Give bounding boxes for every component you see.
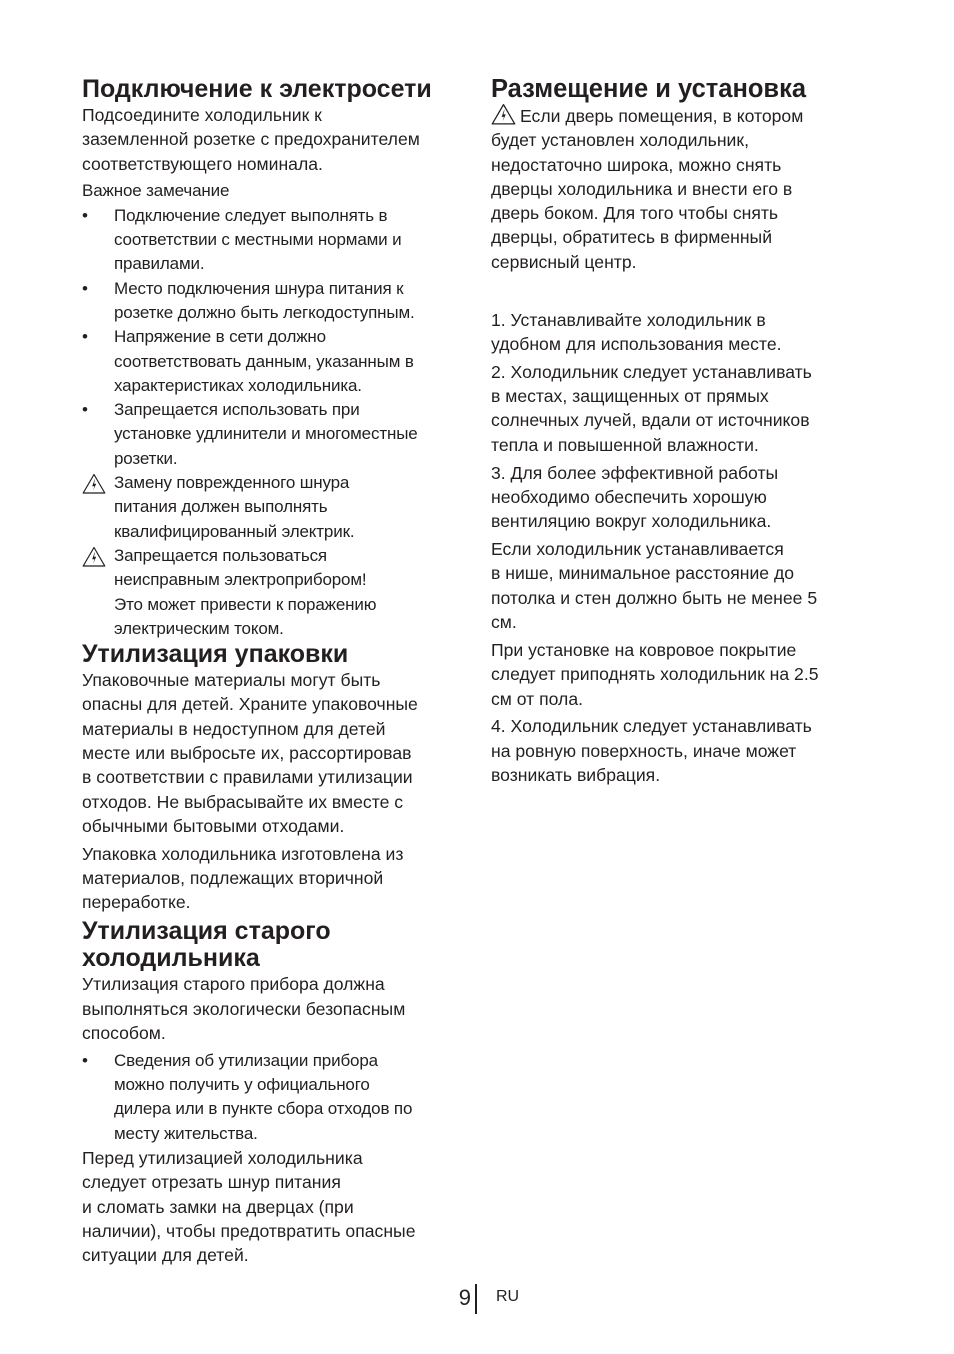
list-item: Если холодильник устанавливается в нише, минимальное расстояние до потолка и стен должно быть не менее 5 см.	[491, 539, 818, 633]
list-item: • Подключение следует выполнять в соответствии с местными нормами и правилами.	[82, 205, 402, 274]
language-code: RU	[496, 1288, 520, 1305]
bullet-icon: •	[82, 327, 88, 347]
packaging-title: Утилизация упаковки	[82, 640, 349, 669]
warning-triangle-icon	[82, 546, 106, 567]
bullet-icon: •	[82, 278, 88, 298]
right-column	[491, 76, 871, 791]
packaging-paragraph: Упаковка холодильника изготовлена из материалов, подлежащих вторичной переработке.	[82, 843, 404, 913]
placement-warning: Если дверь помещения, в котором будет установлен холодильник, недостаточно широка, можно снять дверцы холодильника и внести его в дверь боком. Для того чтобы снять дверцы, обратитесь в фирменный сервисный центр.	[491, 103, 871, 274]
bullet-icon: •	[82, 205, 88, 225]
bullet-icon: •	[82, 1050, 88, 1070]
warning-note: Запрещается пользоваться неисправным электроприбором! Это может привести к поражению электрическим током.	[82, 544, 468, 641]
old-fridge-title: Утилизация старого холодильника	[82, 917, 331, 973]
list-item: • Напряжение в сети должно соответствовать данным, указанным в характеристиках холодильника.	[82, 327, 414, 395]
power-title: Подключение к электросети	[82, 75, 432, 103]
list-item: • Сведения об утилизации прибора можно получить у официального дилера или в пункте сбора отходов по месту жительства.	[82, 1050, 413, 1143]
old-fridge-paragraph: Перед утилизацией холодильника следует отрезать шнур питания и сломать замки на дверцах (при наличии), чтобы предотвратить опасные ситуации для детей.	[82, 1147, 416, 1266]
footer-divider	[475, 1284, 477, 1314]
old-fridge-paragraph: Утилизация старого прибора должна выполняться экологически безопасным способом.	[82, 974, 406, 1043]
left-column	[82, 76, 468, 1271]
power-intro: Подсоедините холодильник к заземленной розетке с предохранителем соответствующего номинала.	[82, 105, 420, 174]
list-item: При установке на ковровое покрытие следует приподнять холодильник на 2.5 см от пола.	[491, 639, 819, 709]
placement-title: Размещение и установка	[491, 75, 807, 103]
list-item: 3. Для более эффективной работы необходимо обеспечить хорошую вентиляцию вокруг холодильника.	[491, 462, 779, 532]
list-item: • Место подключения шнура питания к розетке должно быть легкодоступным.	[82, 278, 415, 322]
warning-note: Замену поврежденного шнура питания должен выполнять квалифицированный электрик.	[82, 471, 468, 544]
important-note-label: Важное замечание	[82, 181, 230, 201]
list-item: 1. Устанавливайте холодильник в удобном для использования месте.	[491, 309, 782, 354]
list-item: 2. Холодильник следует устанавливать в местах, защищенных от прямых солнечных лучей, вдали от источников тепла и повышенной влажности.	[491, 361, 812, 455]
list-item: • Запрещается использовать при установке удлинители и многоместные розетки.	[82, 400, 418, 468]
page-footer	[0, 1284, 954, 1314]
warning-triangle-icon	[82, 473, 106, 494]
list-item: 4. Холодильник следует устанавливать на ровную поверхность, иначе может возникать вибрация.	[491, 716, 812, 785]
warning-triangle-icon	[491, 103, 516, 125]
bullet-icon: •	[82, 400, 88, 420]
packaging-paragraph: Упаковочные материалы могут быть опасны для детей. Храните упаковочные материалы в недоступном для детей месте или выбросьте их, рассортировав в соответствии с правилами утилизации отходов. Не выбрасывайте их вместе с обычными бытовыми отходами.	[82, 670, 418, 836]
page-number: 9	[458, 1285, 471, 1310]
